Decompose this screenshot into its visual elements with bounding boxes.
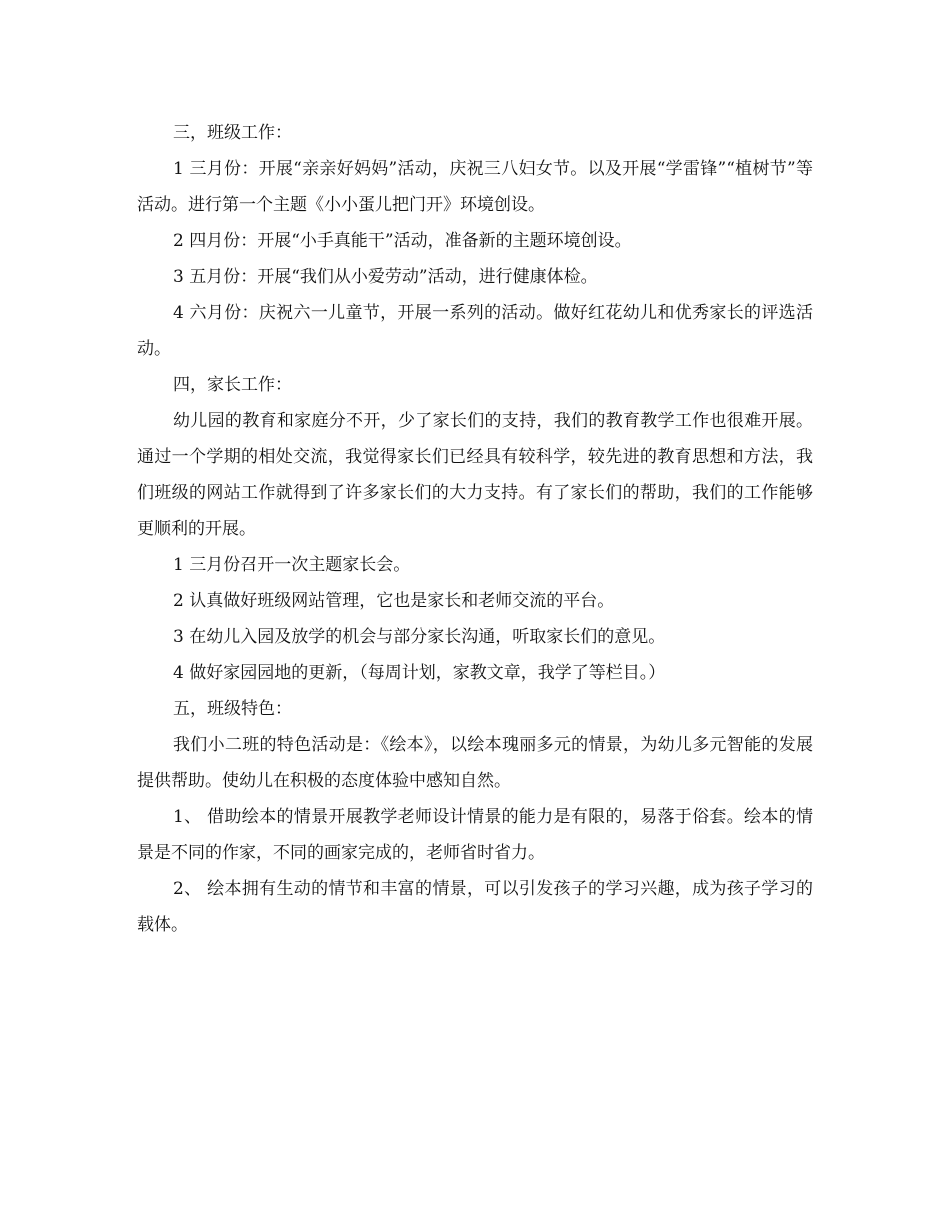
paragraph-feature-intro: 我们小二班的特色活动是：《绘本》，以绘本瑰丽多元的情景，为幼儿多元智能的发展提供帮助。使幼儿在积极的态度体验中感知自然。 (137, 735, 813, 791)
section-heading-parent-work: 四，家长工作： (173, 375, 292, 395)
paragraph-march-activities: 1 三月份：开展“亲亲好妈妈”活动，庆祝三八妇女节。以及开展“学雷锋”“植树节”等活动。进行第一个主题《小小蛋儿把门开》环境创设。 (137, 159, 813, 215)
paragraph-feature-item-2: 2、 绘本拥有生动的情节和丰富的情景，可以引发孩子的学习兴趣，成为孩子学习的载体。 (137, 879, 813, 935)
paragraph-parent-item-3: 3 在幼儿入园及放学的机会与部分家长沟通，听取家长们的意见。 (173, 627, 666, 647)
document-body (137, 115, 813, 943)
section-heading-class-feature: 五，班级特色： (173, 699, 292, 719)
paragraph-may-activities: 3 五月份：开展“我们从小爱劳动”活动，进行健康体检。 (173, 267, 598, 287)
paragraph-june-activities: 4 六月份：庆祝六一儿童节，开展一系列的活动。做好红花幼儿和优秀家长的评选活动。 (137, 303, 813, 359)
paragraph-parent-support: 幼儿园的教育和家庭分不开，少了家长们的支持，我们的教育教学工作也很难开展。通过一个学期的相处交流，我觉得家长们已经具有较科学，较先进的教育思想和方法，我们班级的网站工作就得到了许多家长们的大力支持。有了家长们的帮助，我们的工作能够更顺利的开展。 (137, 411, 813, 539)
paragraph-parent-item-2: 2 认真做好班级网站管理，它也是家长和老师交流的平台。 (173, 591, 615, 611)
section-heading-class-work: 三，班级工作： (173, 123, 292, 143)
paragraph-april-activities: 2 四月份：开展“小手真能干”活动，准备新的主题环境创设。 (173, 231, 632, 251)
paragraph-feature-item-1: 1、 借助绘本的情景开展教学老师设计情景的能力是有限的，易落于俗套。绘本的情景是不同的作家，不同的画家完成的，老师省时省力。 (137, 807, 813, 863)
paragraph-parent-item-1: 1 三月份召开一次主题家长会。 (173, 555, 411, 575)
paragraph-parent-item-4: 4 做好家园园地的更新，（每周计划，家教文章，我学了等栏目。） (173, 663, 666, 683)
